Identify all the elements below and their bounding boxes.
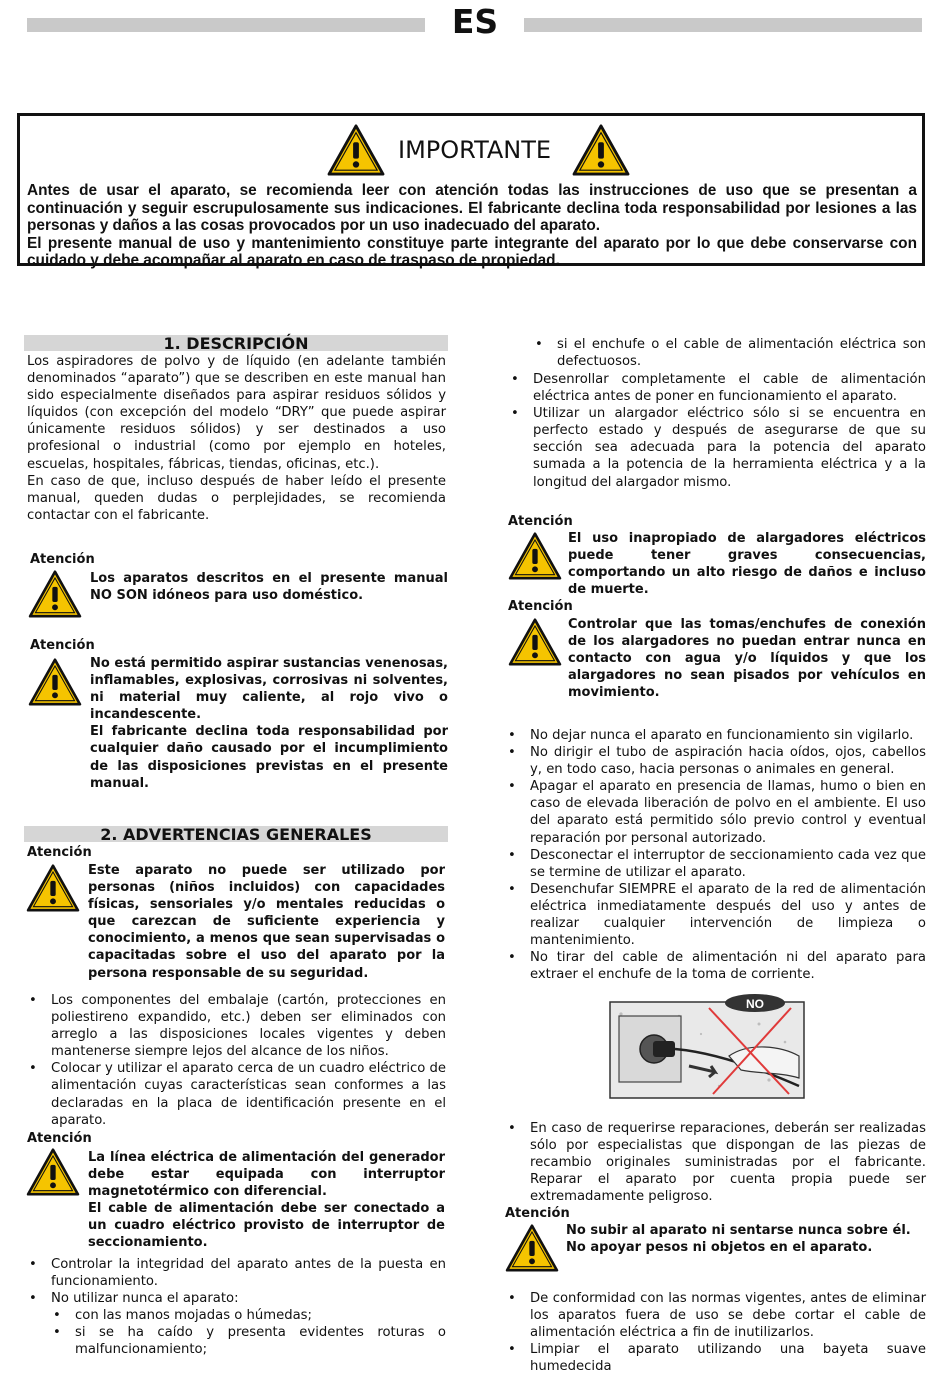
attention-text: El uso inapropiado de alargadores eléctricos puede tener graves consecuencias, comportando un alto riesgo de daños e incluso de muerte. bbox=[568, 531, 926, 598]
attention-text-line-1: No está permitido aspirar sustancias venenosas, inflamables, explosivas, corrosivas ni solventes, ni material muy caliente, al rojo vivo o incandescente. bbox=[90, 656, 448, 723]
list-item: • En caso de requerirse reparaciones, deberán ser realizadas sólo por especialistas que dispongan de las piezas de recambio originales suministradas por el fabricante. Reparar el aparato por cuenta propia puede ser extremadamente peligroso. bbox=[506, 1120, 926, 1205]
sub-list-item: • con las manos mojadas o húmedas; bbox=[51, 1307, 446, 1324]
list-item: • Utilizar un alargador eléctrico sólo si se encuentra en perfecto estado y después de asegurarse de que su sección sea adecuada para la potencia del aparato sumada a la potencia de la herramienta eléctrica y a la longitud del alargador mismo. bbox=[509, 405, 926, 490]
warning-icon bbox=[26, 570, 84, 618]
attention-label: Atención bbox=[508, 599, 573, 614]
attention-text-line-2: No apoyar pesos ni objetos en el aparato. bbox=[566, 1240, 873, 1256]
list-item: • De conformidad con las normas vigentes, antes de eliminar los aparatos fuera de uso se debe cortar el cable de alimentación eléctrica a fin de inutilizarlos. bbox=[506, 1290, 926, 1341]
attention-text-line-1: La línea eléctrica de alimentación del generador debe estar equipada con interruptor magnetotérmico con diferencial. bbox=[88, 1150, 445, 1200]
attention-text-line-1: No subir al aparato ni sentarse nunca sobre él. bbox=[566, 1223, 911, 1238]
right-list-4 bbox=[506, 1290, 926, 1375]
list-item: • No tirar del cable de alimentación ni del aparato para extraer el enchufe de la toma de corriente. bbox=[506, 949, 926, 983]
attention-text: Los aparatos descritos en el presente manual NO SON idóneos para uso doméstico. bbox=[90, 571, 448, 604]
sub-list-item: • si se ha caído y presenta evidentes roturas o malfuncionamiento; bbox=[51, 1324, 446, 1358]
warning-icon bbox=[26, 658, 84, 706]
list-item: • Desenrollar completamente el cable de alimentación eléctrica antes de poner en funcionamiento el aparato. bbox=[509, 371, 926, 405]
header-bar-right bbox=[524, 18, 922, 32]
attention-label: Atención bbox=[508, 514, 573, 529]
language-code: ES bbox=[451, 2, 499, 41]
list-item: • Controlar la integridad del aparato antes de la puesta en funcionamiento. bbox=[27, 1256, 446, 1290]
description-paragraph-2: En caso de que, incluso después de haber leído el presente manual, queden dudas o perplejidades, se recomienda contactar con el fabricante. bbox=[27, 473, 446, 523]
warning-icon bbox=[503, 1224, 561, 1272]
right-list-3 bbox=[506, 1120, 926, 1205]
important-paragraph-2: El presente manual de uso y mantenimiento constituye parte integrante del aparato por lo que debe conservarse con cuidado y debe acompañar al aparato en caso de traspaso de propiedad. bbox=[27, 234, 917, 269]
general-warnings-list-2 bbox=[27, 1256, 446, 1359]
list-item-text: No utilizar nunca el aparato: bbox=[51, 1291, 239, 1307]
important-title: IMPORTANTE bbox=[398, 136, 552, 164]
right-list-2 bbox=[506, 727, 926, 983]
attention-text bbox=[88, 1149, 445, 1252]
warning-icon bbox=[572, 124, 630, 176]
list-item: • Limpiar el aparato utilizando una bayeta suave humedecida bbox=[506, 1341, 926, 1375]
list-item: • Desenchufar SIEMPRE el aparato de la red de alimentación eléctrica inmediatamente después del uso y antes de realizar cualquier intervención de limpieza o mantenimiento. bbox=[506, 881, 926, 949]
important-paragraph-1: Antes de usar el aparato, se recomienda leer con atención todas las instrucciones de uso que se presentan a continuación y seguir escrupulosamente sus indicaciones. El fabricante declina toda responsabilidad por lesiones a las personas y daños a las cosas provocados por un uso inadecuado del aparato. bbox=[27, 182, 917, 234]
list-item bbox=[27, 1290, 446, 1358]
right-list-1 bbox=[509, 371, 926, 491]
attention-text: Este aparato no puede ser utilizado por personas (niños incluidos) con capacidades físicas, sensoriales y/o mentales reducidas o que carezcan de suficiente experiencia y conocimiento, a menos que sean supervisadas o capacitadas sobre el uso del aparato por la persona responsable de su seguridad. bbox=[88, 863, 445, 981]
warning-icon bbox=[506, 532, 564, 580]
section-1-body bbox=[27, 353, 446, 524]
list-item: • No dirigir el tubo de aspiración hacia oídos, ojos, cabellos y, en todo caso, hacia personas o animales en general. bbox=[506, 744, 926, 778]
section-1-heading: 1. DESCRIPCIÓN bbox=[24, 335, 448, 351]
attention-text bbox=[90, 655, 448, 792]
list-item: • No dejar nunca el aparato en funcionamiento sin vigilarlo. bbox=[506, 727, 926, 744]
general-warnings-list-1 bbox=[27, 992, 446, 1129]
warning-icon bbox=[24, 1148, 82, 1196]
warning-icon bbox=[24, 864, 82, 912]
important-text bbox=[27, 182, 917, 270]
sub-list bbox=[51, 1307, 446, 1358]
attention-text-line-2: El cable de alimentación debe ser conectado a un cuadro eléctrico provisto de interruptor de seccionamiento. bbox=[88, 1201, 445, 1251]
list-item: • Desconectar el interruptor de seccionamiento cada vez que se termine de utilizar el aparato. bbox=[506, 847, 926, 881]
sub-list-item: • si el enchufe o el cable de alimentación eléctrica son defectuosos. bbox=[533, 336, 926, 370]
section-2-heading: 2. ADVERTENCIAS GENERALES bbox=[24, 826, 448, 842]
attention-text bbox=[566, 1222, 924, 1256]
header-bar-left bbox=[27, 18, 425, 32]
attention-label: Atención bbox=[30, 552, 95, 567]
attention-label: Atención bbox=[30, 638, 95, 653]
attention-label: Atención bbox=[505, 1206, 570, 1221]
attention-label: Atención bbox=[27, 845, 92, 860]
warning-icon bbox=[327, 124, 385, 176]
list-item: • Los componentes del embalaje (cartón, protecciones en poliestireno expandido, etc.) deben ser eliminados con arreglo a las disposiciones locales vigentes y deben mantenerse siempre lejos del alcance de los niños. bbox=[27, 992, 446, 1060]
list-item: • Apagar el aparato en presencia de llamas, humo o bien en caso de elevada liberación de polvo en el ambiente. El uso del aparato está permitido sólo previo control y eventual reparación por personal autorizado. bbox=[506, 778, 926, 846]
attention-text: Controlar que las tomas/enchufes de conexión de los alargadores no puedan entrar nunca en contacto con agua y/o líquidos y que los alargadores no sean pisados por vehículos en movimiento. bbox=[568, 617, 926, 701]
warning-icon bbox=[506, 618, 564, 666]
no-pull-cable-illustration bbox=[609, 994, 805, 1100]
attention-text-line-2: El fabricante declina toda responsabilidad por cualquier daño causado por el incumplimiento de las disposiciones previstas en el presente manual. bbox=[90, 724, 448, 791]
no-badge-label: NO bbox=[746, 997, 764, 1011]
attention-label: Atención bbox=[27, 1131, 92, 1146]
sub-list-continued bbox=[533, 336, 926, 370]
list-item: • Colocar y utilizar el aparato cerca de un cuadro eléctrico de alimentación cuyas características sean conformes a las declaradas en la placa de identificación presente en el aparato. bbox=[27, 1060, 446, 1128]
description-paragraph-1: Los aspiradores de polvo y de líquido (en adelante también denominados “aparato”) que se describen en este manual han sido especialmente diseñados para aspirar residuos sólidos y líquidos (con excepción del modelo “DRY” que puede aspirar únicamente residuos sólidos) y ser destinados a uso profesional o industrial (como por ejemplo en hoteles, escuelas, hospitales, fábricas, tiendas, oficinas, etc.). bbox=[27, 354, 446, 472]
